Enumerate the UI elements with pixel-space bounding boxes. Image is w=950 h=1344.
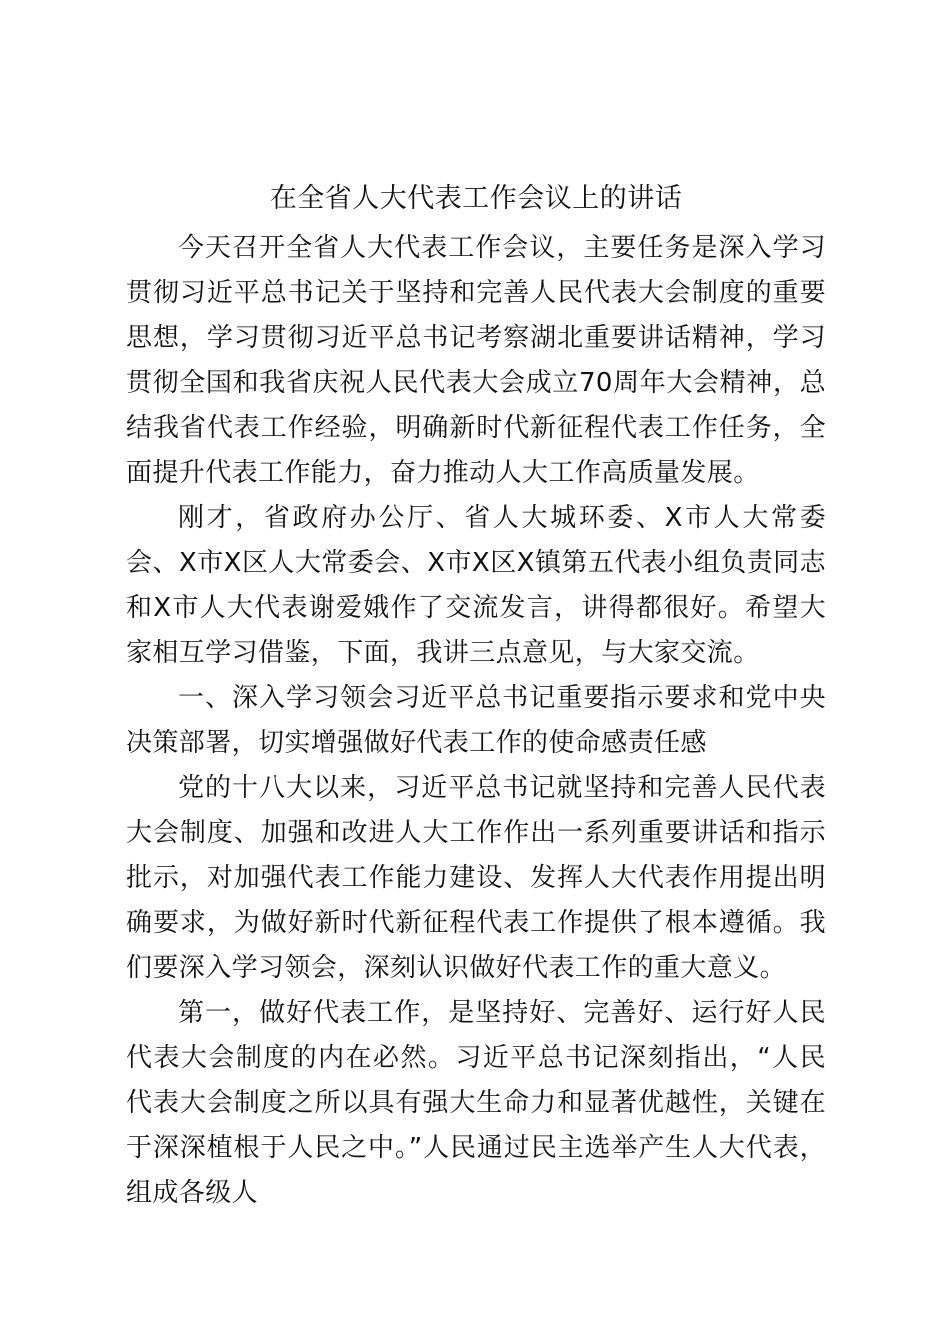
document-body <box>126 172 826 1216</box>
paragraph-point-one: 第一，做好代表工作，是坚持好、完善好、运行好人民代表大会制度的内在必然。习近平总书记深刻指出，“人民代表大会制度之所以具有强大生命力和显著优越性，关键在于深深植根于人民之中。”人民通过民主选举产生人大代表，组成各级人 <box>126 998 826 1208</box>
paragraph-opening: 今天召开全省人大代表工作会议，主要任务是深入学习贯彻习近平总书记关于坚持和完善人民代表大会制度的重要思想，学习贯彻习近平总书记考察湖北重要讲话精神，学习贯彻全国和我省庆祝人民代表大会成立70周年大会精神，总结我省代表工作经验，明确新时代新征程代表工作任务，全面提升代表工作能力，奋力推动人大工作高质量发展。 <box>126 233 826 488</box>
paragraph-background: 党的十八大以来，习近平总书记就坚持和完善人民代表大会制度、加强和改进人大工作作出一系列重要讲话和指示批示，对加强代表工作能力建设、发挥人大代表作用提出明确要求，为做好新时代新征程代表工作提供了根本遵循。我们要深入学习领会，深刻认识做好代表工作的重大意义。 <box>126 773 826 983</box>
section-heading-one: 一、深入学习领会习近平总书记重要指示要求和党中央决策部署，切实增强做好代表工作的使命感责任感 <box>126 683 826 758</box>
document-title: 在全省人大代表工作会议上的讲话 <box>269 183 683 214</box>
paragraph-exchange-remarks: 刚才，省政府办公厅、省人大城环委、X市人大常委会、X市X区人大常委会、X市X区X镇第五代表小组负责同志和X市人大代表谢爱娥作了交流发言，讲得都很好。希望大家相互学习借鉴，下面，我讲三点意见，与大家交流。 <box>126 503 826 668</box>
